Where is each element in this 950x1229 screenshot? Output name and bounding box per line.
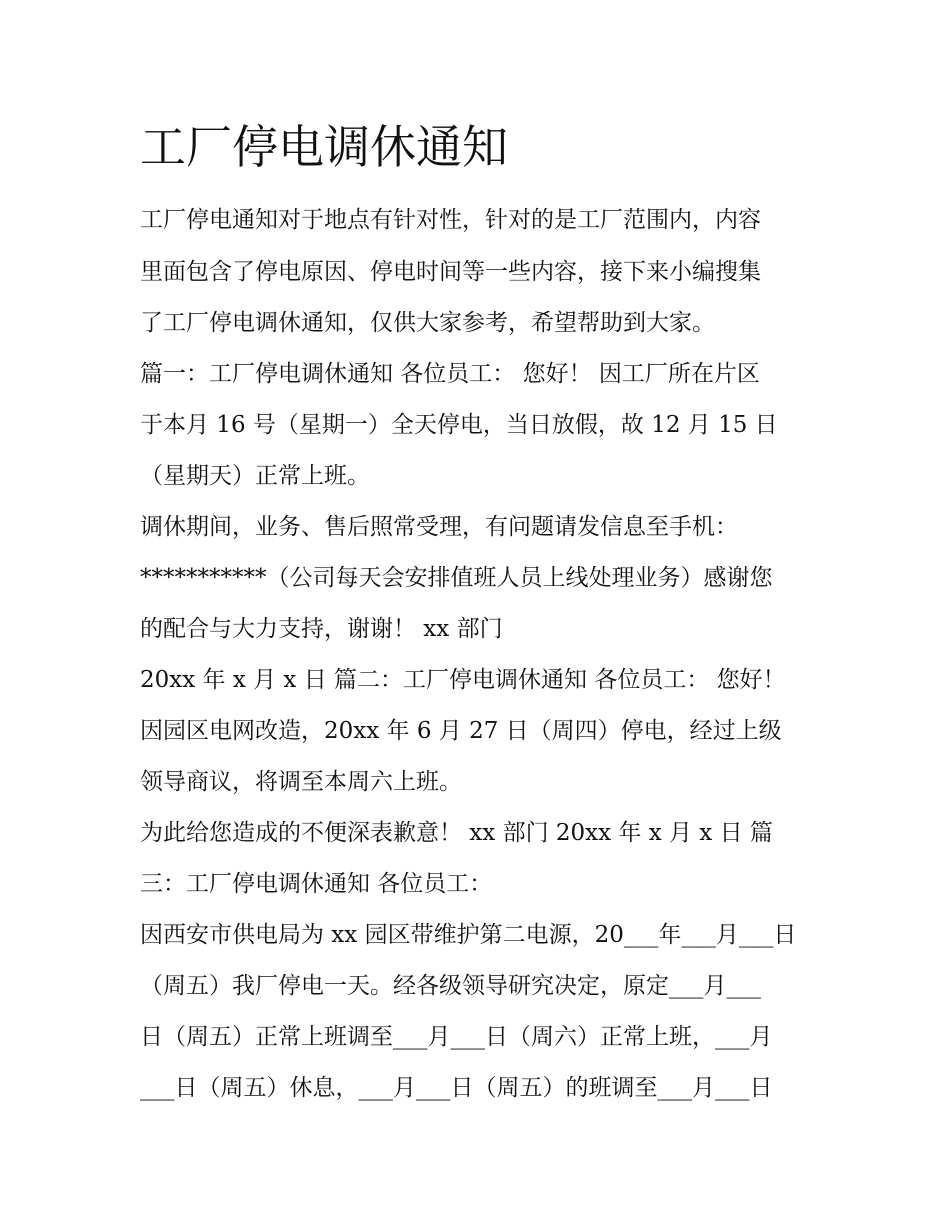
paragraph-line: 的配合与大力支持，谢谢！ xx 部门 [140,616,503,642]
paragraph-line: 因西安市供电局为 xx 园区带维护第二电源，20___年___月___日 [140,922,797,948]
paragraph-line: 日（周五）正常上班调至___月___日（周六）正常上班，___月 [140,1024,773,1050]
paragraph-line: 20xx 年 x 月 x 日 篇二：工厂停电调休通知 各位员工： 您好！ [140,667,786,693]
paragraph-line: 领导商议，将调至本周六上班。 [140,769,462,795]
paragraph-line: 调休期间，业务、售后照常受理，有问题请发信息至手机： [140,514,738,540]
paragraph-line: 工厂停电通知对于地点有针对性，针对的是工厂范围内，内容 [140,207,761,233]
document-title: 工厂停电调休通知 [140,120,508,174]
paragraph-line: 因园区电网改造，20xx 年 6 月 27 日（周四）停电，经过上级 [140,718,782,744]
paragraph-line: ___日（周五）休息，___月___日（周五）的班调至___月___日 [140,1075,773,1101]
paragraph-line: 于本月 16 号（星期一）全天停电，当日放假，故 12 月 15 日 [140,412,778,438]
paragraph-line: 为此给您造成的不便深表歉意！ xx 部门 20xx 年 x 月 x 日 篇 [140,820,773,846]
paragraph-line: ***********（公司每天会安排值班人员上线处理业务）感谢您 [140,565,773,591]
paragraph-line: （周五）我厂停电一天。经各级领导研究决定，原定___月___ [140,973,761,999]
paragraph-line: 里面包含了停电原因、停电时间等一些内容，接下来小编搜集 [140,259,761,285]
paragraph-line: 三：工厂停电调休通知 各位员工： [140,871,493,897]
paragraph-line: （星期天）正常上班。 [140,463,370,489]
paragraph-line: 篇一：工厂停电调休通知 各位员工： 您好！ 因工厂所在片区 [140,361,760,387]
paragraph-line: 了工厂停电调休通知，仅供大家参考，希望帮助到大家。 [140,310,715,336]
